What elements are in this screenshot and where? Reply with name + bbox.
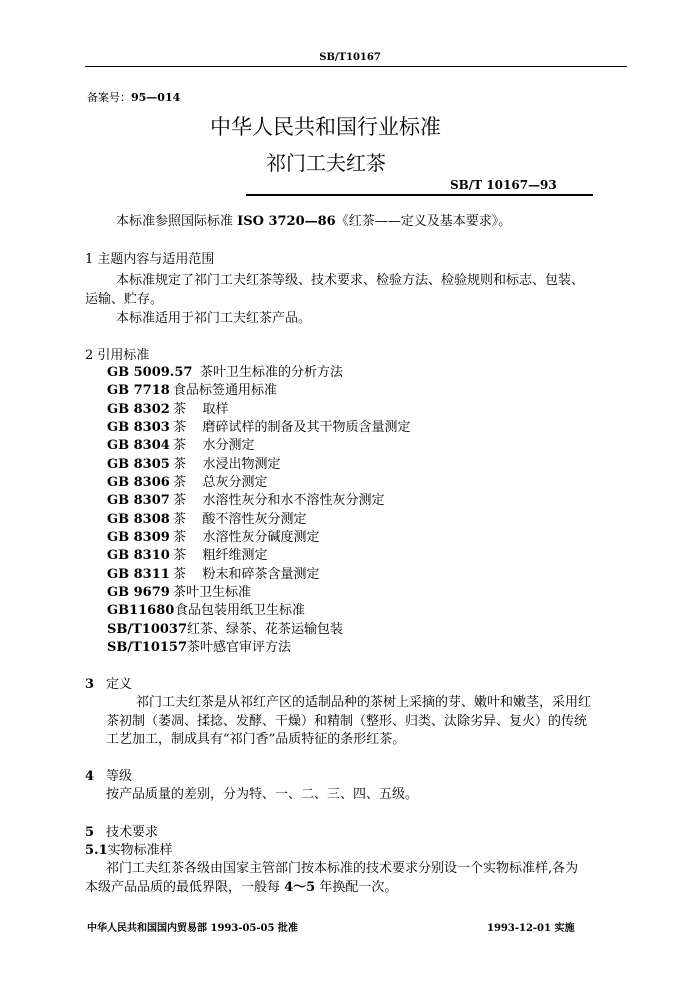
- reference-title: 食品标签通用标准: [173, 383, 278, 398]
- section5-line2-c: 年换配一次。: [315, 880, 398, 895]
- reference-title: 茶 水分测定: [173, 438, 255, 453]
- section5-line1: 祁门工夫红茶各级由国家主管部门按本标准的技术要求分别设一个实物标准样,各为: [106, 861, 579, 876]
- section3-heading: [85, 673, 132, 692]
- reference-title: 茶叶感官审评方法: [187, 640, 292, 655]
- reference-code: GB 9679: [107, 585, 170, 600]
- reference-code: GB 5009.57: [107, 365, 193, 380]
- filing-number: [87, 89, 180, 105]
- reference-code: GB 8311: [107, 567, 170, 582]
- reference-item: [107, 581, 251, 600]
- reference-item: [107, 361, 343, 380]
- section4-number: 4: [85, 769, 95, 784]
- reference-code: GB 7718: [107, 383, 170, 398]
- section1-p1-line1: 本标准规定了祁门工夫红茶等级、技术要求、检验方法、检验规则和标志、包装、: [116, 273, 585, 288]
- section5-heading: [85, 821, 158, 840]
- intro-suffix: 《红茶——定义及基本要求》。: [335, 214, 512, 229]
- reference-item: [107, 416, 411, 435]
- section5-title: 技术要求: [106, 825, 159, 840]
- filing-value: 95—014: [131, 91, 181, 104]
- section5-1-heading: [85, 839, 173, 858]
- reference-title: 茶叶卫生标准的分析方法: [200, 365, 344, 380]
- intro-paragraph: [116, 210, 511, 229]
- approval-line: 中华人民共和国国内贸易部 1993-05-05 批准: [87, 923, 298, 934]
- reference-title: 茶 水浸出物测定: [173, 457, 281, 472]
- reference-item: [107, 636, 291, 655]
- reference-code: GB 8304: [107, 438, 170, 453]
- reference-title: 茶 水溶性灰分碱度测定: [173, 530, 320, 545]
- section5-line2-b: 4～5: [284, 880, 316, 895]
- reference-item: [107, 434, 255, 453]
- section1-heading: 1 主题内容与适用范围: [85, 252, 215, 267]
- reference-title: 茶 粉末和碎茶含量测定: [173, 567, 320, 582]
- reference-code: GB 8309: [107, 530, 170, 545]
- section3-line3: 工艺加工，制成具有“祁门香”品质特征的条形红茶。: [106, 732, 406, 747]
- reference-item: [107, 599, 305, 618]
- reference-item: [107, 453, 281, 472]
- reference-code: GB 8302: [107, 402, 170, 417]
- section1-p1-line2: 运输、贮存。: [85, 292, 164, 307]
- reference-code: SB/T10157: [107, 640, 188, 655]
- reference-item: [107, 563, 320, 582]
- section1-p2: 本标准适用于祁门工夫红茶产品。: [116, 311, 312, 326]
- header-code: SB/T10167: [319, 52, 381, 63]
- reference-title: 茶 总灰分测定: [173, 475, 268, 490]
- reference-item: [107, 398, 229, 417]
- filing-label: 备案号：: [87, 91, 131, 104]
- reference-title: 食品包装用纸卫生标准: [175, 603, 306, 618]
- effective-date: 1993-12-01 实施: [487, 923, 575, 934]
- section5-1-number: 5.1: [85, 843, 108, 858]
- section4-line1: 按产品质量的差别，分为特、一、二、三、四、五级。: [106, 787, 419, 802]
- reference-code: SB/T10037: [107, 622, 188, 637]
- standard-number: SB/T 10167—93: [450, 178, 557, 192]
- reference-item: [107, 379, 277, 398]
- section5-line2-a: 本级产品品质的最低界限，一般每: [85, 880, 285, 895]
- reference-title: 茶 酸不溶性灰分测定: [173, 512, 307, 527]
- reference-title: 茶叶卫生标准: [173, 585, 252, 600]
- section3-title: 定义: [106, 677, 133, 692]
- reference-title: 茶 磨碎试样的制备及其干物质含量测定: [173, 420, 411, 435]
- section5-number: 5: [85, 825, 95, 840]
- reference-item: [107, 508, 307, 527]
- reference-item: [107, 544, 268, 563]
- page-title: 中华人民共和国行业标准: [210, 115, 441, 139]
- reference-title: 红茶、绿茶、花茶运输包装: [187, 622, 344, 637]
- header-rule: [85, 66, 627, 67]
- section5-1-title: 实物标准样: [107, 843, 173, 858]
- reference-code: GB11680: [107, 603, 175, 618]
- section4-title: 等级: [106, 769, 133, 784]
- section2-heading: 2 引用标准: [85, 348, 150, 363]
- section3-number: 3: [85, 677, 95, 692]
- section3-line2: 茶初制（萎凋、揉捻、发酵、干燥）和精制（整形、归类、汰除劣异、复火）的传统: [106, 714, 588, 729]
- title-rule: [246, 194, 593, 196]
- reference-item: [107, 526, 320, 545]
- reference-title: 茶 水溶性灰分和水不溶性灰分测定: [173, 493, 385, 508]
- intro-ref: ISO 3720—86: [237, 214, 336, 229]
- section4-heading: [85, 765, 132, 784]
- reference-code: GB 8305: [107, 457, 170, 472]
- reference-code: GB 8303: [107, 420, 170, 435]
- reference-item: [107, 489, 385, 508]
- reference-code: GB 8307: [107, 493, 170, 508]
- reference-item: [107, 618, 343, 637]
- section5-line2: [85, 876, 397, 895]
- reference-code: GB 8306: [107, 475, 170, 490]
- intro-prefix: 本标准参照国际标准: [116, 214, 238, 229]
- reference-code: GB 8308: [107, 512, 170, 527]
- reference-item: [107, 471, 268, 490]
- section3-line1: 祁门工夫红茶是从祁红产区的适制品种的茶树上采摘的芽、嫩叶和嫩茎，采用红: [136, 695, 592, 710]
- reference-title: 茶 粗纤维测定: [173, 548, 268, 563]
- standard-name: 祁门工夫红茶: [266, 151, 386, 175]
- reference-code: GB 8310: [107, 548, 170, 563]
- reference-title: 茶 取样: [173, 402, 229, 417]
